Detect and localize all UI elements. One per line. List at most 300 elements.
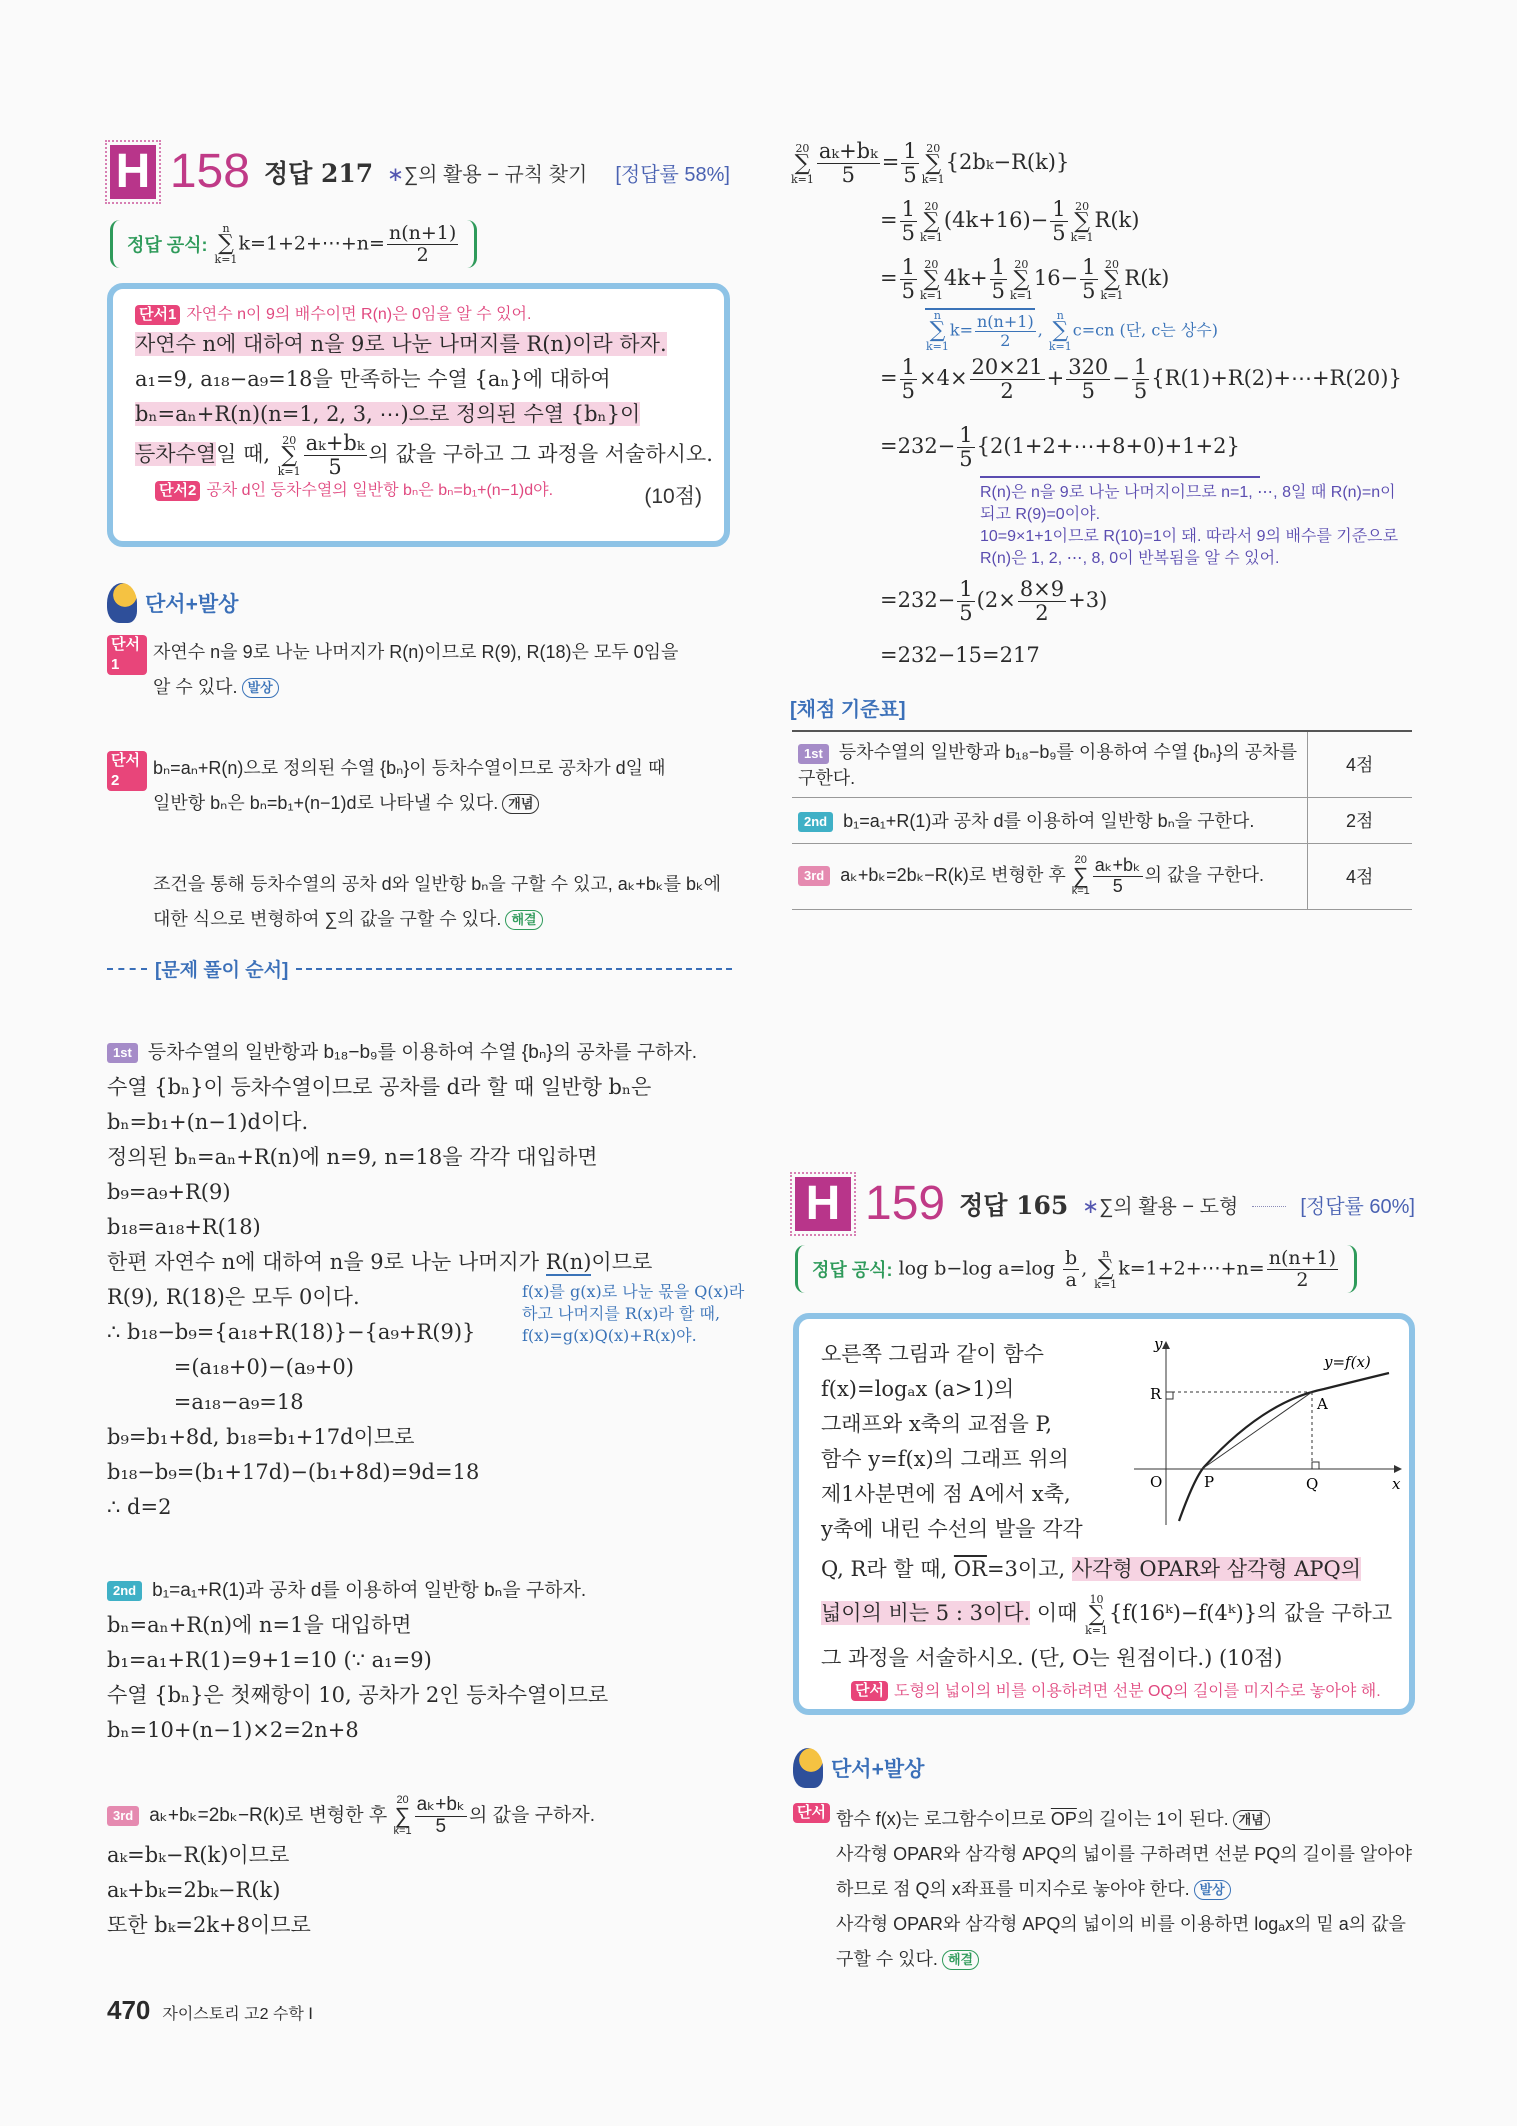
math-text: c=cn (단, c는 상수) (1072, 320, 1218, 340)
math-text: 수열 {bₙ}은 첫째항이 10, 공차가 2인 등차수열이므로 (107, 1683, 609, 1707)
numerator: 320 (1068, 355, 1109, 379)
answer: 정답 217 (263, 159, 374, 188)
fraction (1050, 198, 1067, 245)
problem-line: 제1사분면에 점 A에서 x축, (821, 1482, 1071, 1506)
fraction (1267, 1248, 1338, 1291)
text-line (107, 1350, 747, 1385)
text-line (107, 1713, 747, 1748)
sum-upper-limit: n (1056, 309, 1064, 322)
clue-list-158 (107, 635, 732, 937)
numerator: 1 (901, 197, 915, 221)
text-line (107, 1838, 747, 1873)
math-text: log b−log a=log (898, 1257, 1062, 1279)
rubric-title: [채점 기준표] (790, 699, 906, 721)
step-title: b₁=a₁+R(1)과 공차 d를 이용하여 일반항 bₙ을 구하자. (152, 1580, 587, 1601)
stage-tag: 해결 (942, 1950, 979, 1970)
sum-lower-limit: k=1 (921, 172, 945, 186)
text-line (135, 431, 713, 480)
hint-badge: 단서 (851, 1681, 888, 1701)
fraction (900, 356, 917, 403)
numerator: n(n+1) (977, 311, 1034, 331)
math-text: = (880, 208, 898, 233)
sum-lower-limit: k=1 (1070, 230, 1094, 244)
math-text: 의 값을 구한다. (1144, 864, 1265, 885)
math-text: ∴ d=2 (107, 1495, 172, 1519)
fraction (1080, 256, 1097, 303)
math-text: {R(1)+R(2)+⋯+R(20)} (1151, 366, 1402, 391)
sigma-symbol (278, 435, 301, 477)
rubric-score: 4점 (1307, 843, 1412, 909)
denominator: 5 (903, 163, 917, 188)
calculation (790, 140, 1420, 673)
clue-badge-wrap (107, 751, 153, 821)
sigma-icon (1014, 270, 1030, 290)
fraction (990, 256, 1007, 303)
text-line (107, 1455, 747, 1490)
rubric-row (792, 843, 1412, 909)
step-title: 등차수열의 일반항과 b₁₈−b₉를 이용하여 수열 {bₙ}의 공차를 구하자. (147, 1042, 698, 1063)
correct-rate: [정답률 58%] (615, 163, 730, 186)
criterion-text (798, 742, 1297, 788)
problem-line: 오른쪽 그림과 같이 함수 (821, 1342, 1044, 1366)
text-line (107, 1245, 747, 1280)
clue-section-title (107, 583, 238, 623)
hint-badge: 단서2 (155, 481, 200, 501)
numerator: aₖ+bₖ (1094, 854, 1141, 875)
clue-text (153, 635, 678, 705)
hint-text: 공차 d인 등차수열의 일반항 bₙ은 bₙ=b₁+(n−1)d야. (206, 482, 554, 500)
math-text: 구할 수 있다. (835, 1949, 938, 1969)
calc-line (880, 198, 1420, 256)
math-text: − (1112, 366, 1130, 391)
stage-tag: 해결 (505, 910, 542, 930)
sigma-icon (1089, 1605, 1105, 1625)
stage-tag: 발상 (242, 678, 279, 698)
problem-158-header (110, 145, 730, 199)
correct-rate: [정답률 60%] (1300, 1195, 1415, 1218)
step-3 (107, 1795, 747, 1943)
clue-line (153, 902, 721, 937)
lightbulb-head-icon (793, 1748, 823, 1788)
star-icon: ∗ (387, 163, 404, 186)
sigma-icon (795, 154, 811, 174)
numerator: 1 (1082, 255, 1096, 279)
sum-upper-limit: n (933, 309, 941, 322)
text-line (135, 397, 702, 432)
note-line: 되고 R(9)=0이야. (980, 506, 1101, 523)
text-line (107, 1420, 747, 1455)
formula-math (899, 1248, 1340, 1291)
sum-lower-limit: k=1 (1071, 885, 1090, 897)
denominator: 5 (901, 279, 915, 304)
right-angle-Q (1312, 1462, 1319, 1469)
note-line: R(n)은 n을 9로 나눈 나머지이므로 n=1, ⋯, 8일 때 R(n)=n이 (980, 484, 1396, 501)
step-badge: 3rd (798, 866, 830, 886)
calc-line (790, 140, 1420, 198)
sum-upper-limit: 20 (396, 1794, 409, 1807)
curve-y-f-x (1179, 1373, 1389, 1521)
sum-upper-limit: n (1102, 1247, 1110, 1260)
math-text: 또한 bₖ=2k+8이므로 (107, 1912, 311, 1937)
text-line (135, 327, 702, 362)
right-angle-R (1166, 1392, 1173, 1399)
sigma-symbol (1071, 201, 1094, 243)
problem-text (821, 1547, 1393, 1680)
math-text: = (880, 366, 898, 391)
y-axis-arrow (1162, 1341, 1170, 1349)
sum-lower-limit: k=1 (926, 340, 949, 353)
answer: 정답 165 (959, 1191, 1069, 1220)
hint-badge: 단서2 (107, 751, 147, 791)
hint-text: 도형의 넓이의 비를 이용하려면 선분 OQ의 길이를 미지수로 놓아야 해. (893, 1682, 1381, 1700)
fraction (817, 140, 880, 187)
text-line (107, 1175, 747, 1210)
sum-lower-limit: k=1 (919, 230, 943, 244)
numerator: 1 (903, 139, 917, 163)
hint-badge: 단서1 (107, 635, 147, 675)
math-text: +3) (1068, 588, 1108, 613)
sum-upper-limit: 10 (1089, 1592, 1104, 1606)
problem-line: 함수 y=f(x)의 그래프 위의 (821, 1447, 1069, 1471)
text-line (821, 1547, 1387, 1591)
underlined-text: R(n) (545, 1250, 592, 1274)
math-text: 한편 자연수 n에 대하여 n을 9로 나눈 나머지가 (107, 1250, 546, 1274)
numerator: 1 (901, 355, 915, 379)
math-text: (4k+16)− (943, 208, 1049, 233)
fraction (1063, 1248, 1079, 1291)
math-text: Q, R라 할 때, (821, 1557, 954, 1581)
clue-badge-wrap (107, 635, 153, 705)
math-text: 의 값을 구하자. (469, 1805, 595, 1827)
text-line (836, 1942, 1412, 1977)
math-text: b₉=a₉+R(9) (107, 1180, 231, 1204)
clue-badge-wrap (107, 867, 153, 937)
math-text: 알 수 있다. (153, 677, 238, 697)
problem-badge: H (795, 1177, 851, 1231)
clue-line (153, 786, 665, 821)
fraction (901, 140, 918, 187)
sigma-icon (281, 446, 297, 466)
page-number: 470 (107, 1995, 151, 2025)
rubric-score: 2점 (1307, 797, 1412, 843)
step-badge: 2nd (107, 1581, 142, 1601)
math-text: a₁=9, a₁₈−a₉=18을 만족하는 수열 {aₙ}에 대하여 (135, 367, 611, 391)
fraction (900, 256, 917, 303)
sum-upper-limit: n (222, 222, 230, 235)
denominator: 5 (435, 1815, 447, 1837)
math-text: R(k) (1094, 208, 1140, 233)
sum-lower-limit: k=1 (1048, 340, 1072, 353)
sum-upper-limit: 20 (282, 433, 297, 447)
math-text: 그 과정을 서술하시오. (단, O는 원점이다.) (10점) (821, 1645, 1283, 1670)
math-text: = (881, 150, 900, 175)
criterion-text (843, 811, 1254, 831)
fraction (1132, 356, 1149, 403)
sigma-symbol (920, 259, 943, 301)
sum-formula-note (925, 308, 1218, 356)
clue-line (153, 867, 721, 902)
clue-title: 단서+발상 (831, 1758, 925, 1781)
rubric-criterion (792, 797, 1307, 843)
text-line (107, 1210, 747, 1245)
sigma-icon (925, 154, 941, 174)
formula-label: 정답 공식: (812, 1260, 893, 1280)
denominator: 5 (959, 447, 973, 472)
label-Q: Q (1306, 1475, 1319, 1493)
sum-lower-limit: k=1 (393, 1825, 412, 1838)
math-text: 이므로 (591, 1250, 653, 1274)
numerator: aₖ+bₖ (818, 139, 878, 163)
overlined-segment: $\overline{OP}$ (1050, 1809, 1077, 1829)
denominator: 5 (901, 379, 915, 404)
math-text: aₖ+bₖ=2bₖ−R(k)로 변형한 후 (840, 864, 1071, 885)
text-line (107, 1070, 747, 1105)
math-text: b₁=a₁+R(1)과 공차 d를 이용하여 일반항 bₙ을 구한다. (843, 811, 1255, 831)
problem-box-159 (793, 1313, 1415, 1715)
hint-badge: 단서1 (135, 305, 180, 325)
highlighted-text: 등차수열 (135, 442, 217, 467)
denominator: 5 (1052, 221, 1066, 246)
text-line (107, 1105, 747, 1140)
sigma-symbol (920, 201, 943, 243)
sum-upper-limit: 20 (1104, 257, 1119, 271)
text-line (107, 1643, 747, 1678)
sum-lower-limit: k=1 (791, 172, 814, 186)
book-title: 자이스토리 고2 수학 Ⅰ (162, 2006, 313, 2023)
denominator: 5 (959, 601, 973, 626)
math-text: 대한 식으로 변형하여 ∑의 값을 구할 수 있다. (153, 909, 502, 929)
stage-tag: 발상 (1194, 1880, 1231, 1900)
math-text: aₖ+bₖ=2bₖ−R(k) (107, 1877, 281, 1902)
math-text: 사각형 OPAR와 삼각형 APQ의 넓이의 비를 이용하면 logₐx의 밑 a의 값을 (835, 1914, 1406, 1934)
sigma-icon (1104, 270, 1120, 290)
denominator: 5 (328, 455, 342, 480)
topic: ∑의 활용 − 도형 (1099, 1195, 1239, 1218)
label-R: R (1150, 1385, 1162, 1403)
highlighted-text: 자연수 n에 대하여 n을 9로 나눈 나머지를 R(n)이라 하자. (135, 332, 667, 356)
sigma-icon (924, 212, 940, 232)
solution-order-title: [문제 풀이 순서] (155, 960, 289, 981)
clue-lines (836, 1802, 1412, 1977)
formula-math (214, 223, 461, 266)
math-text: R(9), R(18)은 모두 0이다. (107, 1285, 360, 1309)
remainder-cycle-note (980, 476, 1399, 570)
math-text: R(k) (1124, 266, 1170, 291)
calc-line (880, 356, 1420, 424)
numerator: 1 (991, 255, 1005, 279)
sum-upper-limit: 20 (924, 199, 939, 213)
math-text: 4k+ (943, 266, 988, 291)
answer-formula (110, 220, 477, 268)
sigma-symbol (394, 1795, 412, 1837)
math-text: 하므로 점 Q의 x좌표를 미지수로 놓아야 한다. (835, 1879, 1190, 1899)
math-text: bₙ=aₙ+R(n)에 n=1을 대입하면 (107, 1613, 412, 1637)
rubric-table (792, 730, 1412, 910)
problem-line: f(x)=logₐx (a>1)의 (821, 1377, 1015, 1401)
problem-badge: H (110, 145, 156, 199)
math-text: 사각형 OPAR와 삼각형 APQ의 넓이를 구하려면 선분 PQ의 길이를 알아야 (835, 1844, 1412, 1864)
sum-lower-limit: k=1 (1094, 1278, 1118, 1291)
sigma-symbol (1085, 1594, 1108, 1636)
sum-lower-limit: k=1 (1085, 1623, 1109, 1637)
star-icon: ∗ (1082, 1195, 1100, 1218)
fraction (1018, 578, 1066, 625)
fraction (975, 313, 1036, 349)
numerator: aₖ+bₖ (305, 431, 365, 455)
remainder-note (522, 1281, 744, 1347)
sigma-icon (930, 321, 946, 341)
text-line (107, 1140, 747, 1175)
rubric-row (792, 797, 1412, 843)
clue-159 (793, 1802, 1423, 1977)
denominator: 2 (1035, 601, 1049, 626)
sigma-icon (395, 1806, 411, 1826)
rubric-criterion (792, 843, 1307, 909)
denominator: 5 (991, 279, 1005, 304)
rubric-row (792, 731, 1412, 797)
problem-159-header (795, 1177, 1415, 1231)
lightbulb-head-icon (107, 583, 137, 623)
note-line: f(x)를 g(x)로 나눈 몫을 Q(x)라 (522, 1282, 745, 1301)
label-P: P (1204, 1473, 1215, 1491)
text-line (836, 1907, 1412, 1942)
sum-lower-limit: k=1 (214, 253, 238, 266)
problem-line: y축에 내린 수선의 발을 각각 (821, 1517, 1083, 1541)
denominator: a (1065, 1268, 1077, 1291)
segment-PA (1202, 1392, 1312, 1469)
denominator: 2 (1000, 330, 1011, 350)
denominator: 2 (1000, 379, 1014, 404)
math-text: 의 값을 구하고 그 과정을 서술하시오. (368, 442, 713, 467)
numerator: n(n+1) (388, 221, 457, 244)
math-text: =232− (880, 434, 956, 459)
sum-upper-limit: 20 (1074, 854, 1087, 866)
math-text: aₖ=bₖ−R(k)이므로 (107, 1842, 290, 1867)
label-O: O (1150, 1473, 1163, 1491)
sigma-symbol (1010, 259, 1033, 301)
problem-number: 159 (865, 1177, 946, 1230)
sigma-symbol (926, 310, 949, 352)
math-text: =232−15=217 (880, 643, 1040, 667)
clue-section-title (793, 1748, 924, 1788)
text-line (836, 1872, 1412, 1907)
denominator: 2 (416, 243, 429, 266)
text-line (821, 1591, 1393, 1637)
highlighted-text: 넓이의 비는 5 : 3이다. (821, 1601, 1031, 1625)
problem-box-158 (107, 283, 730, 547)
label-y: y (1154, 1339, 1163, 1353)
note-line: R(n)은 1, 2, ⋯, 8, 0이 반복됨을 알 수 있어. (980, 550, 1280, 567)
denominator: 2 (1296, 1268, 1309, 1291)
math-text: 의 길이는 1이 된다. (1076, 1809, 1229, 1829)
denominator: 5 (1081, 379, 1095, 404)
sigma-symbol (1094, 1248, 1117, 1290)
step-title (149, 1794, 595, 1838)
math-text: b₁₈−b₉=(b₁+17d)−(b₁+8d)=9d=18 (107, 1460, 480, 1484)
math-text: 일 때, (216, 442, 277, 467)
stage-tag: 개념 (502, 794, 539, 814)
fraction (957, 578, 974, 625)
math-text: =3이고, (986, 1557, 1072, 1581)
math-text: 조건을 통해 등차수열의 공차 d와 일반항 bₙ을 구할 수 있고, aₖ+bₖ를 bₖ에 (153, 874, 722, 894)
x-axis-arrow (1394, 1465, 1402, 1473)
sigma-icon (1073, 866, 1089, 886)
math-text: bₙ=aₙ+R(n)으로 정의된 수열 {bₙ}이 등차수열이므로 공차가 d일 때 (153, 758, 666, 778)
numerator: 20×21 (971, 355, 1043, 379)
math-text: 함수 f(x)는 로그함수이므로 (835, 1809, 1051, 1829)
numerator: b (1065, 1246, 1078, 1269)
sum-upper-limit: 20 (1014, 257, 1029, 271)
fraction (387, 223, 458, 266)
math-text: 이때 (1030, 1601, 1085, 1625)
step-1 (107, 1035, 747, 1525)
clue-item (107, 751, 732, 821)
math-text: =232− (880, 588, 956, 613)
sum-upper-limit: 20 (926, 141, 941, 155)
criterion-text (840, 854, 1265, 897)
sum-lower-limit: k=1 (919, 288, 943, 302)
numerator: 1 (1133, 355, 1148, 379)
math-text: 자연수 n을 9로 나눈 나머지가 R(n)이므로 R(9), R(18)은 모두 0임을 (153, 642, 679, 662)
text-line (107, 1608, 747, 1643)
step-badge: 1st (798, 744, 829, 764)
text-line (135, 362, 702, 397)
text-line (107, 1678, 747, 1713)
sigma-symbol (1072, 855, 1090, 897)
step-badge: 1st (107, 1043, 138, 1063)
math-text: = (880, 266, 898, 291)
highlighted-text: 사각형 OPAR와 삼각형 APQ의 (1071, 1557, 1362, 1581)
math-text: {f(16ᵏ)−f(4ᵏ)}의 값을 구하고 (1109, 1601, 1393, 1625)
topic: ∑의 활용 − 규칙 찾기 (403, 163, 588, 186)
sigma-symbol (791, 143, 814, 185)
math-text: {2bₖ−R(k)} (945, 150, 1070, 175)
hint-text: 자연수 n이 9의 배수이면 R(n)은 0임을 알 수 있어. (186, 306, 532, 323)
fraction (957, 424, 974, 471)
math-text: aₖ+bₖ=2bₖ−R(k)로 변형한 후 (149, 1805, 393, 1827)
denominator: 5 (1082, 279, 1096, 304)
sigma-symbol (1049, 310, 1072, 352)
fraction (304, 432, 367, 479)
math-text: {2(1+2+⋯+8+0)+1+2} (976, 434, 1240, 459)
numerator: 1 (901, 255, 915, 279)
sigma-icon (1052, 321, 1068, 341)
calc-line (880, 256, 1420, 308)
step-2 (107, 1573, 747, 1748)
sum-upper-limit: 20 (924, 257, 939, 271)
sum-lower-limit: k=1 (1009, 288, 1033, 302)
clue-item (107, 635, 732, 705)
clue-line (153, 635, 678, 670)
fraction (900, 198, 917, 245)
clue-title: 단서+발상 (145, 593, 239, 616)
clue-line (153, 670, 678, 705)
math-text: bₙ=10+(n−1)×2=2n+8 (107, 1718, 359, 1742)
clue-text (153, 751, 665, 821)
rubric-criterion (792, 731, 1307, 797)
formula-label: 정답 공식: (127, 235, 208, 255)
numerator: 8×9 (1019, 577, 1065, 601)
solution-order-divider (107, 955, 732, 982)
math-text: =(a₁₈+0)−(a₉+0) (107, 1355, 354, 1379)
label-A: A (1317, 1395, 1328, 1413)
stage-tag: 개념 (1233, 1810, 1270, 1830)
label-curve: y=f(x) (1324, 1353, 1371, 1371)
denominator: 5 (901, 221, 915, 246)
math-text: 일반항 bₙ은 bₙ=b₁+(n−1)d로 나타낼 수 있다. (153, 793, 499, 813)
note-line: f(x)=g(x)Q(x)+R(x)야. (522, 1326, 697, 1345)
text-line (107, 1908, 747, 1943)
